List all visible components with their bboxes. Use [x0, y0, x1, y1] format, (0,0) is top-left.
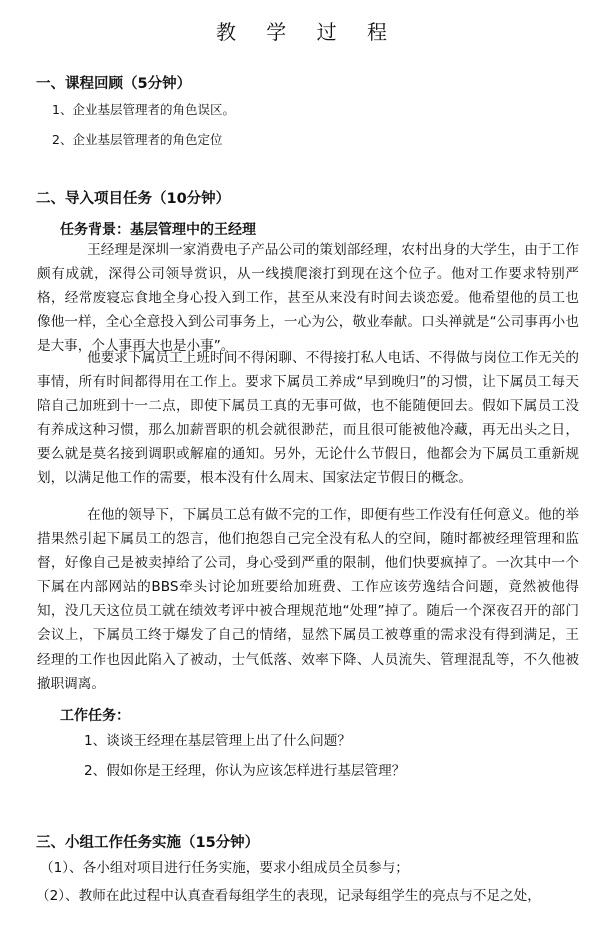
page-title: 教 学 过 程: [215, 20, 400, 44]
case-paragraph-3: 在他的领导下，下属员工总有做不完的工作，即便有些工作没有任何意义。他的举措果然引起下属员工的怨言，他们抱怨自己完全没有私人的空间，随时都被经理管理和监督，好像自己是被卖掉给了公司，身心受到严重的限制，他们快要疯掉了。一次其中一个下属在内部网站的BBS牵头讨论加班要给加班费、工作应该劳逸结合问题，竟然被他得知，没几天这位员工就在绩效考评中被合理规范地“处理”掉了。随后一个深夜召开的部门会议上，下属员工终于爆发了自己的情绪，显然下属员工被尊重的需求没有得到满足，王经理的工作也因此陷入了被动，士气低落、效率下降、人员流失、管理混乱等，不久他被撤职调离。: [37, 507, 579, 692]
work-task-2: 2、假如你是王经理，你认为应该怎样进行基层管理？: [84, 763, 406, 779]
task-background-title: 任务背景：基层管理中的王经理: [60, 222, 256, 238]
review-item-2: 2、企业基层管理者的角色定位: [52, 132, 223, 147]
work-task-1: 1、谈谈王经理在基层管理上出了什么问题？: [84, 733, 351, 749]
work-task-title: 工作任务：: [60, 708, 130, 724]
section-heading-review: 一、课程回顾（5分钟）: [36, 76, 192, 92]
case-paragraph-1: 王经理是深圳一家消费电子产品公司的策划部经理，农村出身的大学生，由于工作颇有成就，深得公司领导赏识，从一线摸爬滚打到现在这个位子。他对工作要求特别严格，经常废寝忘食地全身心投入到工作，甚至从来没有时间去谈恋爱。他希望他的员工也像他一样，全心全意投入到公司事务上，一心为公，敬业奉献。口头禅就是“公司事再小也是大事，个人事再大也是小事”。: [37, 242, 579, 355]
section-heading-task: 二、导入项目任务（10分钟）: [36, 191, 231, 207]
implementation-step-1: （1）、各小组对项目进行任务实施，要求小组成员全员参与；: [40, 860, 409, 876]
implementation-step-2: （2）、教师在此过程中认真查看每组学生的表现，记录每组学生的亮点与不足之处，: [36, 888, 541, 904]
case-paragraph-2: 他要求下属员工上班时间不得闲聊、不得接打私人电话、不得做与岗位工作无关的事情，所有时间都得用在工作上。要求下属员工养成“早到晚归”的习惯，让下属员工每天陪自己加班到十一二点，即使下属员工真的无事可做，也不能随便回去。假如下属员工没有养成这种习惯，那么加薪晋职的机会就很渺茫，而且很可能被他冷藏，再无出头之日，要么就是莫名接到调职或解雇的通知。另外，无论什么节假日，他都会为下属员工重新规划，以满足他工作的需要，根本没有什么周末、国家法定节假日的概念。: [37, 350, 579, 487]
section-heading-implementation: 三、小组工作任务实施（15分钟）: [36, 835, 260, 851]
review-item-1: 1、企业基层管理者的角色误区。: [52, 102, 235, 117]
